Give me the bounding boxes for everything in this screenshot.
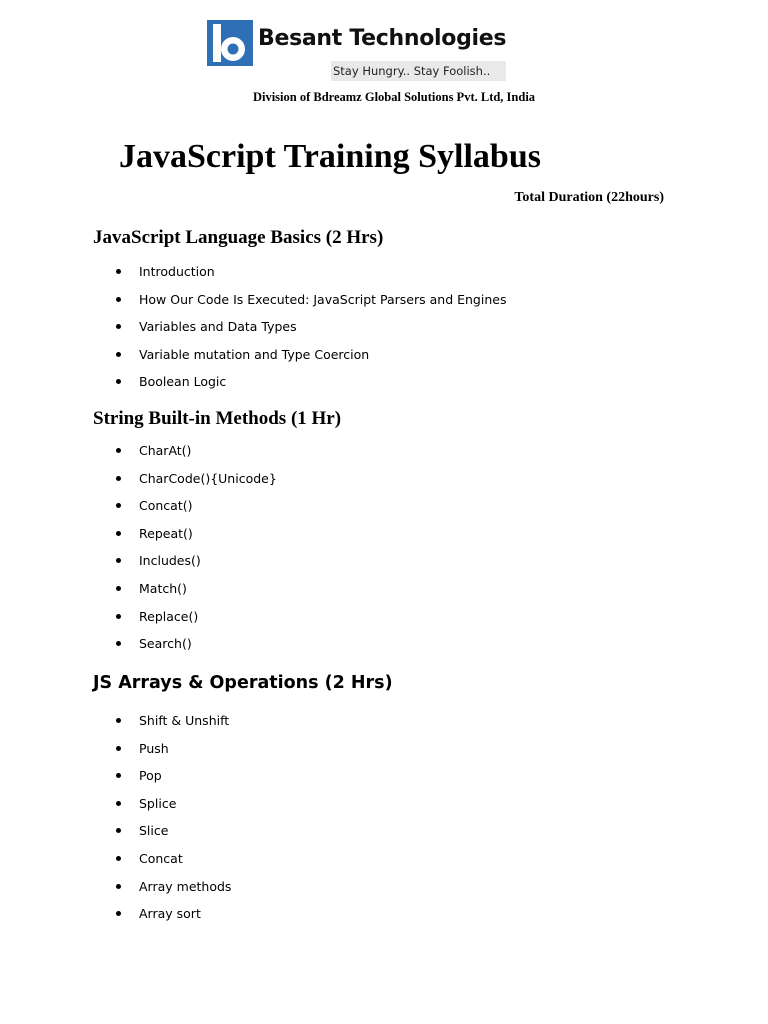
total-duration: Total Duration (22hours) xyxy=(514,190,664,205)
bullet-icon xyxy=(116,558,121,563)
list-item xyxy=(0,496,277,524)
list-item xyxy=(0,849,231,877)
list-item-label: Concat() xyxy=(139,498,193,514)
bullet-icon xyxy=(116,884,121,889)
list-item xyxy=(0,551,277,579)
list-item-label: Boolean Logic xyxy=(139,374,227,390)
bullet-icon xyxy=(116,531,121,536)
list-item-label: Includes() xyxy=(139,553,201,569)
list-item-label: Introduction xyxy=(139,264,215,279)
bullet-icon xyxy=(116,746,121,751)
string-methods-list xyxy=(0,441,277,662)
list-item-label: CharAt() xyxy=(139,443,192,458)
list-item xyxy=(0,290,506,318)
bullet-icon xyxy=(116,614,121,619)
list-item xyxy=(0,579,277,607)
bullet-icon xyxy=(116,856,121,861)
list-item xyxy=(0,607,277,635)
list-item xyxy=(0,372,506,400)
list-item-label: Slice xyxy=(139,823,169,839)
list-item xyxy=(0,469,277,497)
list-item-label: How Our Code Is Executed: JavaScript Parsers and Engines xyxy=(139,291,507,307)
bullet-icon xyxy=(116,448,121,453)
list-item-label: Repeat() xyxy=(139,525,193,541)
list-item-label: Pop xyxy=(139,768,162,784)
list-item-label: Variable mutation and Type Coercion xyxy=(139,346,370,362)
page-title: JavaScript Training Syllabus xyxy=(119,138,541,175)
bullet-icon xyxy=(116,324,121,329)
list-item xyxy=(0,794,231,822)
list-item xyxy=(0,262,506,290)
brand-tagline: Stay Hungry.. Stay Foolish.. xyxy=(331,61,506,81)
section-heading-string-methods: String Built-in Methods (1 Hr) xyxy=(93,408,342,429)
list-item xyxy=(0,317,506,345)
bullet-icon xyxy=(116,718,121,723)
list-item-label: Concat xyxy=(139,850,183,866)
language-basics-list xyxy=(0,262,506,400)
bullet-icon xyxy=(116,297,121,302)
list-item-label: Variables and Data Types xyxy=(139,319,297,335)
list-item-label: Splice xyxy=(139,795,177,811)
arrays-list xyxy=(0,711,231,932)
list-item-label: Replace() xyxy=(139,608,199,624)
bullet-icon xyxy=(116,911,121,916)
bullet-icon xyxy=(116,503,121,508)
bullet-icon xyxy=(116,801,121,806)
division-text: Division of Bdreamz Global Solutions Pvt. Ltd, India xyxy=(252,90,536,104)
section-heading-language-basics: JavaScript Language Basics (2 Hrs) xyxy=(93,227,384,248)
list-item xyxy=(0,524,277,552)
list-item-label: Shift & Unshift xyxy=(139,713,230,728)
list-item-label: Match() xyxy=(139,580,187,596)
list-item xyxy=(0,766,231,794)
list-item-label: Array sort xyxy=(139,906,201,922)
list-item xyxy=(0,739,231,767)
bullet-icon xyxy=(116,269,121,274)
list-item xyxy=(0,877,231,905)
list-item xyxy=(0,904,231,932)
bullet-icon xyxy=(116,828,121,833)
list-item xyxy=(0,634,277,662)
bullet-icon xyxy=(116,641,121,646)
list-item-label: CharCode(){Unicode} xyxy=(139,470,277,486)
list-item-label: Array methods xyxy=(139,878,232,894)
list-item xyxy=(0,711,231,739)
bullet-icon xyxy=(116,586,121,591)
bullet-icon xyxy=(116,352,121,357)
bullet-icon xyxy=(116,379,121,384)
besant-logo-icon xyxy=(207,20,253,66)
bullet-icon xyxy=(116,773,121,778)
list-item-label: Push xyxy=(139,740,169,756)
bullet-icon xyxy=(116,476,121,481)
section-heading-arrays: JS Arrays & Operations (2 Hrs) xyxy=(93,673,393,693)
list-item-label: Search() xyxy=(139,636,192,652)
list-item xyxy=(0,345,506,373)
list-item xyxy=(0,821,231,849)
brand-name: Besant Technologies xyxy=(258,26,507,51)
brand-logo xyxy=(207,20,507,82)
list-item xyxy=(0,441,277,469)
